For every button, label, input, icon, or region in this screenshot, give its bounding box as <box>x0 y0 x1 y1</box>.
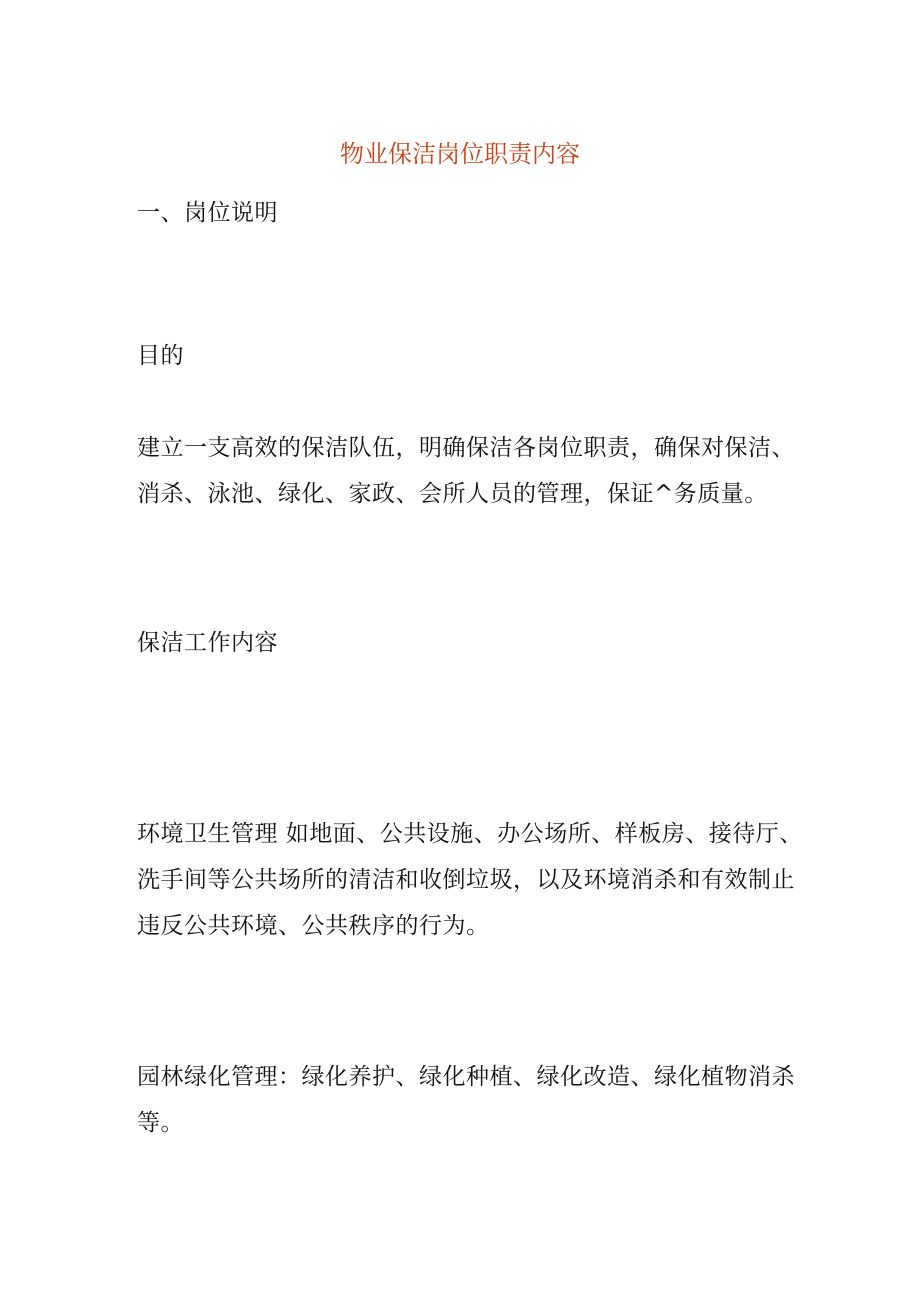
section-heading: 一、岗位说明 <box>137 200 278 226</box>
paragraph-line: 环境卫生管理 如地面、公共设施、办公场所、样板房、接待厅、 <box>137 821 803 847</box>
paragraph-line: 消杀、泳池、绿化、家政、会所人员的管理，保证^务质量。 <box>137 481 768 507</box>
paragraph-line: 建立一支高效的保洁队伍，明确保洁各岗位职责，确保对保洁、 <box>137 435 795 461</box>
paragraph-line: 等。 <box>137 1110 184 1136</box>
purpose-label: 目的 <box>137 343 184 369</box>
purpose-paragraph <box>137 425 797 517</box>
paragraph-line: 园林绿化管理：绿化养护、绿化种植、绿化改造、绿化植物消杀 <box>137 1064 795 1090</box>
environment-paragraph <box>137 811 803 949</box>
paragraph-line: 违反公共环境、公共秩序的行为。 <box>137 913 490 939</box>
work-label: 保洁工作内容 <box>137 630 278 656</box>
garden-paragraph <box>137 1054 797 1146</box>
document-title: 物业保洁岗位职责内容 <box>340 140 580 168</box>
paragraph-line: 洗手间等公共场所的清洁和收倒垃圾，以及环境消杀和有效制止 <box>137 867 795 893</box>
